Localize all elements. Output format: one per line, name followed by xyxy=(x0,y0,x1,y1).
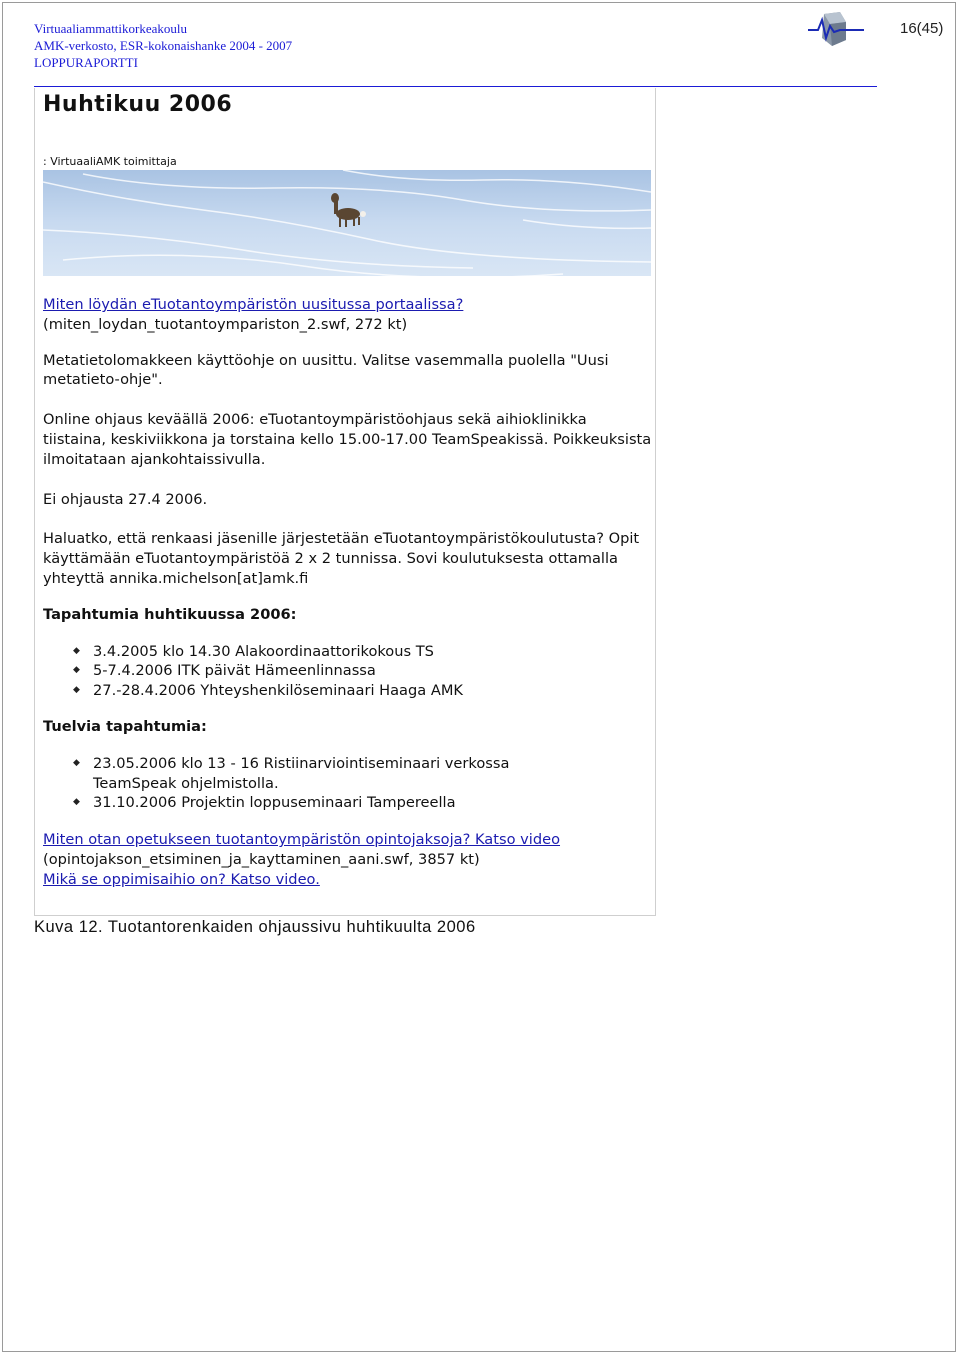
events-list xyxy=(43,642,653,701)
page-number: 16(45) xyxy=(900,20,944,37)
list-item: ◆ 5-7.4.2006 ITK päivät Hämeenlinnassa xyxy=(93,661,653,681)
info-block-video xyxy=(43,830,653,889)
header-project: AMK-verkosto, ESR-kokonaishanke 2004 - 2007 xyxy=(34,38,293,53)
list-item: ◆ 23.05.2006 klo 13 - 16 Ristiinarviointiseminaari verkossa TeamSpeak ohjelmistolla. xyxy=(93,754,593,794)
no-guidance-notice: Ei ohjausta 27.4 2006. xyxy=(43,490,208,508)
list-item: ◆ 31.10.2006 Projektin loppuseminaari Tampereella xyxy=(93,793,593,813)
list-item: ◆ 3.4.2005 klo 14.30 Alakoordinaattorikokous TS xyxy=(93,642,653,662)
heartbeat-cube-logo-icon xyxy=(806,10,866,48)
metadata-notice: Metatietolomakkeen käyttöohje on uusittu. Valitse vasemmalla puolella "Uusi metatieto-ohje". xyxy=(43,351,609,389)
list-item: ◆ 27.-28.4.2006 Yhteyshenkilöseminaari Haaga AMK xyxy=(93,681,653,701)
future-events-list xyxy=(43,754,593,813)
figure-caption: Kuva 12. Tuotantorenkaiden ohjaussivu huhtikuulta 2006 xyxy=(34,918,476,936)
events-heading: Tapahtumia huhtikuussa 2006: xyxy=(43,605,297,623)
page-content xyxy=(43,295,653,890)
header-organization: Virtuaaliammattikorkeakoulu xyxy=(34,21,188,36)
portal-video-link[interactable]: Miten löydän eTuotantoympäristön uusitussa portaalissa? xyxy=(43,296,464,313)
portal-video-file: (miten_loydan_tuotantoympariston_2.swf, 272 kt) xyxy=(43,315,408,333)
training-notice: Haluatko, että renkaasi jäsenille järjestetään eTuotantoympäristökoulutusta? Opit käyttämään eTuotantoympäristöä 2 x 2 tunnissa. Sovi koulutuksesta ottamalla yhteyttä annika.michelson[at]amk.fi xyxy=(43,530,640,587)
deer-in-snow-photo-icon xyxy=(43,170,651,276)
page-title: Huhtikuu 2006 xyxy=(43,92,233,117)
future-events-heading: Tuelvia tapahtumia: xyxy=(43,717,207,735)
info-block-portal xyxy=(43,295,653,335)
learning-object-video-link[interactable]: Mikä se oppimisaihio on? Katso video. xyxy=(43,870,320,888)
course-video-link[interactable]: Miten otan opetukseen tuotantoympäristön opintojaksoja? Katso video xyxy=(43,831,561,849)
header-divider xyxy=(34,86,877,87)
online-guidance-notice: Online ohjaus keväällä 2006: eTuotantoympäristöohjaus sekä aihioklinikka tiistaina, keskiviikkona ja torstaina kello 15.00-17.00 TeamSpeakissä. Poikkeuksista ilmoitataan ajankohtaissivulla. xyxy=(43,411,652,468)
course-video-file: (opintojakson_etsiminen_ja_kayttaminen_aani.swf, 3857 kt) xyxy=(43,850,480,868)
document-header xyxy=(34,20,292,71)
author-label: : VirtuaaliAMK toimittaja xyxy=(43,155,177,168)
embedded-screenshot xyxy=(34,88,656,916)
header-report-type: LOPPURAPORTTI xyxy=(34,55,138,70)
